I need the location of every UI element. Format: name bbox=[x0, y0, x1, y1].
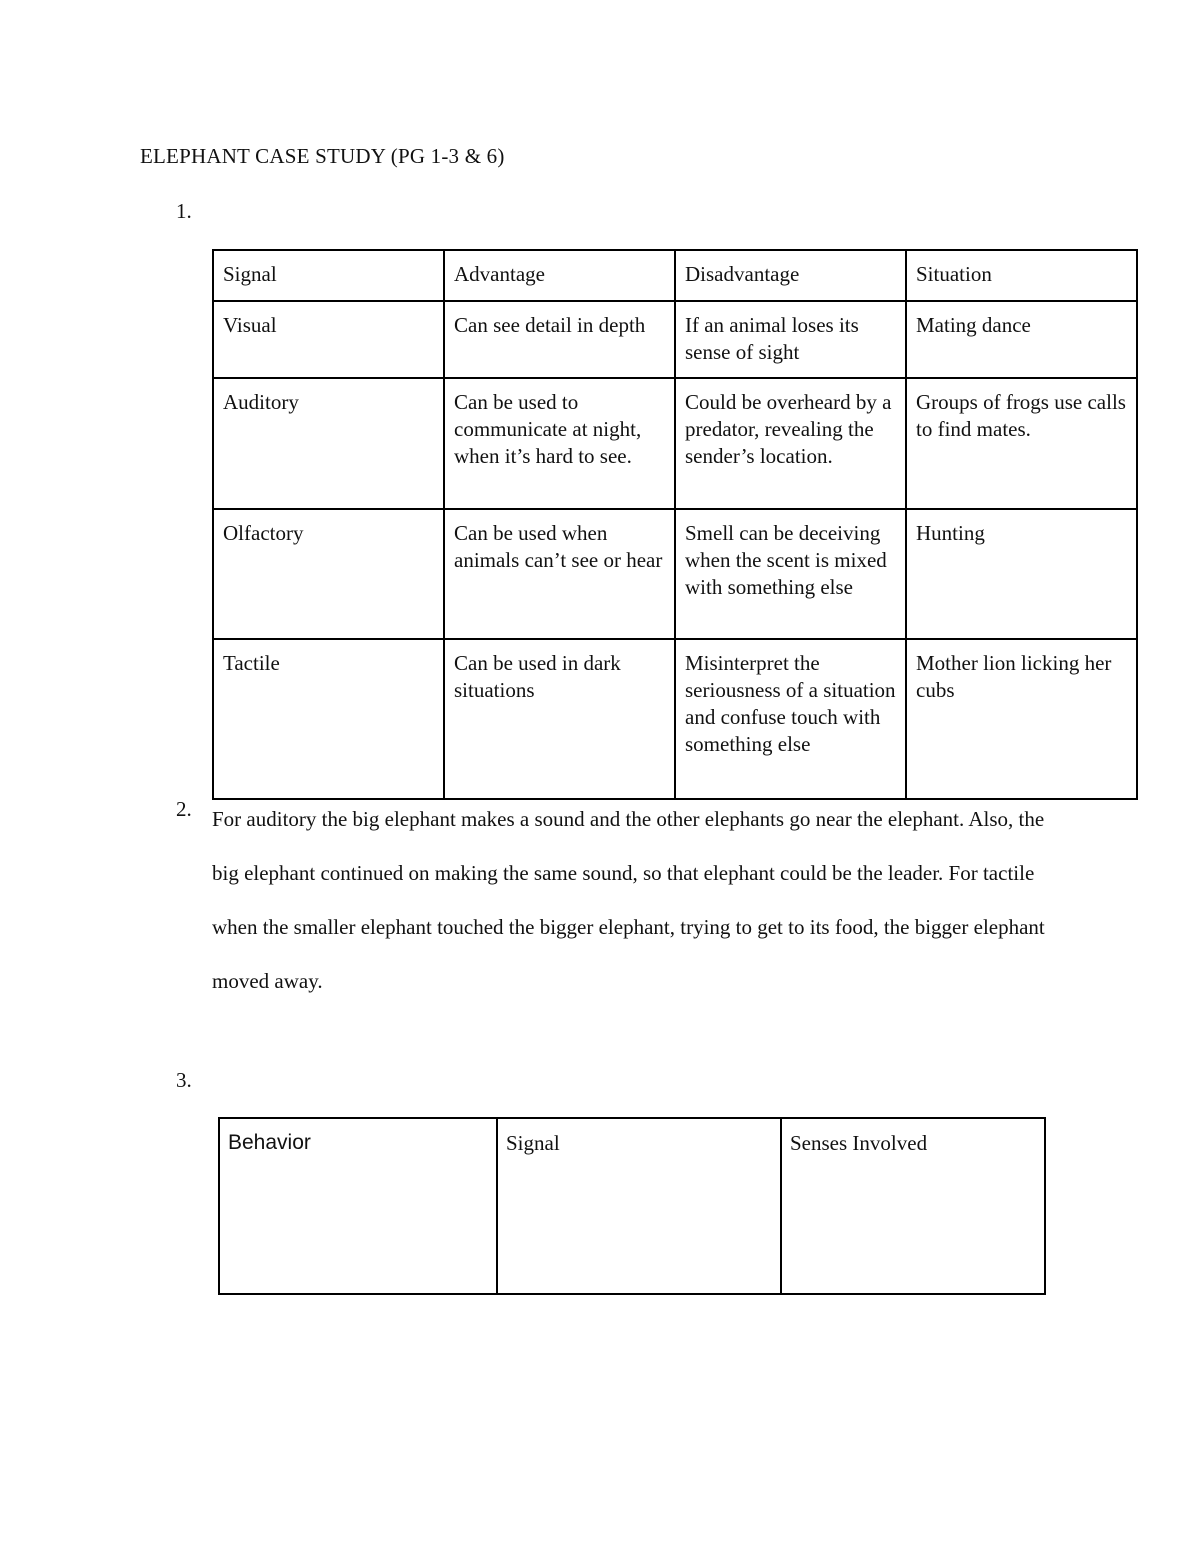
answer-paragraph: For auditory the big elephant makes a sound and the other elephants go near the elephant. Also, the big elephant continued on making the same sound, so that elephant could be the leader. For tactile when the smaller elephant touched the bigger elephant, trying to get to its food, the bigger elephant moved away. bbox=[212, 807, 1045, 993]
table-row bbox=[213, 301, 1137, 378]
cell-disadvantage: Could be overheard by a predator, revealing the sender’s location. bbox=[675, 378, 906, 509]
cell-disadvantage: Misinterpret the seriousness of a situation and confuse touch with something else bbox=[675, 639, 906, 799]
table-row bbox=[213, 378, 1137, 509]
cell-disadvantage: If an animal loses its sense of sight bbox=[675, 301, 906, 378]
header-advantage: Advantage bbox=[444, 250, 675, 301]
cell-advantage: Can be used when animals can’t see or hear bbox=[444, 509, 675, 639]
header-signal: Signal bbox=[497, 1118, 781, 1294]
item-number-1: 1. bbox=[176, 199, 192, 223]
header-behavior: Behavior bbox=[219, 1118, 497, 1294]
cell-situation: Mother lion licking her cubs bbox=[906, 639, 1137, 799]
table-header-row bbox=[219, 1118, 1045, 1294]
cell-signal: Tactile bbox=[213, 639, 444, 799]
cell-situation: Groups of frogs use calls to find mates. bbox=[906, 378, 1137, 509]
item-number-3: 3. bbox=[176, 1068, 192, 1092]
table-header-row bbox=[213, 250, 1137, 301]
header-senses-involved: Senses Involved bbox=[781, 1118, 1045, 1294]
cell-situation: Hunting bbox=[906, 509, 1137, 639]
cell-advantage: Can see detail in depth bbox=[444, 301, 675, 378]
cell-advantage: Can be used to communicate at night, when it’s hard to see. bbox=[444, 378, 675, 509]
behavior-table bbox=[218, 1117, 1046, 1295]
cell-situation: Mating dance bbox=[906, 301, 1137, 378]
document-title: ELEPHANT CASE STUDY (PG 1-3 & 6) bbox=[140, 144, 505, 168]
item-number-2: 2. bbox=[176, 797, 192, 821]
header-disadvantage: Disadvantage bbox=[675, 250, 906, 301]
signals-table bbox=[212, 249, 1138, 800]
header-signal: Signal bbox=[213, 250, 444, 301]
table-row bbox=[213, 639, 1137, 799]
cell-advantage: Can be used in dark situations bbox=[444, 639, 675, 799]
cell-signal: Olfactory bbox=[213, 509, 444, 639]
table-row bbox=[213, 509, 1137, 639]
cell-signal: Visual bbox=[213, 301, 444, 378]
cell-disadvantage: Smell can be deceiving when the scent is mixed with something else bbox=[675, 509, 906, 639]
header-situation: Situation bbox=[906, 250, 1137, 301]
cell-signal: Auditory bbox=[213, 378, 444, 509]
